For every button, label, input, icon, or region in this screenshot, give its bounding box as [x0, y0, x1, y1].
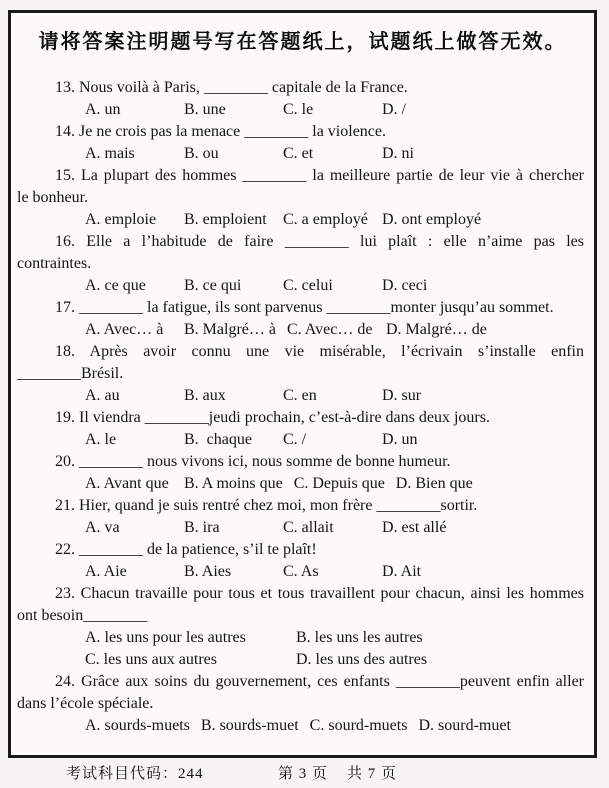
question-23-text-line: 23. Chacun travaille pour tous et tous travaillent pour chacun, ainsi les hommes: [55, 585, 584, 602]
subject-code-label: 考试科目代码：244: [66, 766, 204, 782]
option-23-A: A. les uns pour les autres: [85, 629, 246, 646]
questions-list: [11, 77, 594, 737]
question-18-options-line: [17, 385, 584, 407]
question-22: [17, 539, 584, 583]
question-23-options-line: [17, 649, 584, 671]
option-14-B: B. ou: [184, 145, 219, 162]
option-20-D: D. Bien que: [395, 475, 473, 492]
option-16-C: C. celui: [283, 277, 333, 294]
option-15-C: C. a employé: [283, 211, 368, 228]
option-24-A: A. sourds-muets: [85, 717, 190, 734]
question-13-text-line: 13. Nous voilà à Paris, ________ capitale de la France.: [55, 79, 408, 96]
question-17: [17, 297, 584, 341]
option-24-C: C. sourd-muets: [309, 717, 408, 734]
question-14-text-line: 14. Je ne crois pas la menace ________ la violence.: [55, 123, 386, 140]
question-21-options-line: [17, 517, 584, 539]
question-22-text-line: 22. ________ de la patience, s’il te plaît!: [55, 541, 317, 558]
question-16: [17, 231, 584, 297]
option-21-D: D. est allé: [382, 519, 447, 536]
option-22-B: B. Aies: [184, 563, 232, 580]
option-18-D: D. sur: [382, 387, 422, 404]
question-13: [17, 77, 584, 121]
option-18-A: A. au: [85, 387, 120, 404]
option-18-B: B. aux: [184, 387, 226, 404]
option-21-B: B. ira: [184, 519, 220, 536]
option-15-A: A. emploie: [85, 211, 157, 228]
option-19-B: B. chaque: [184, 431, 252, 448]
option-13-D: D. /: [382, 101, 406, 118]
question-19: [17, 407, 584, 451]
question-17-options-line: [17, 319, 584, 341]
question-17-text-line: 17. ________ la fatigue, ils sont parvenus ________monter jusqu’au sommet.: [55, 299, 554, 316]
option-24-D: D. sourd-muet: [418, 717, 511, 734]
option-15-B: B. emploient: [184, 211, 267, 228]
option-16-B: B. ce qui: [184, 277, 242, 294]
question-20: [17, 451, 584, 495]
option-17-C: C. Avec… de: [286, 321, 373, 338]
question-21-text-line: 21. Hier, quand je suis rentré chez moi, mon frère ________sortir.: [55, 497, 478, 514]
question-16-text-line: 16. Elle a l’habitude de faire ________ lui plaît : elle n’aime pas les: [55, 233, 584, 250]
option-17-A: A. Avec… à: [85, 321, 164, 338]
option-21-A: A. va: [85, 519, 120, 536]
option-18-C: C. en: [283, 387, 317, 404]
question-24: [17, 671, 584, 737]
option-15-D: D. ont employé: [382, 211, 482, 228]
option-14-C: C. et: [283, 145, 314, 162]
question-18-text-line: ________Brésil.: [17, 365, 124, 382]
question-18: [17, 341, 584, 407]
option-16-D: D. ceci: [382, 277, 428, 294]
question-20-options-line: [17, 473, 584, 495]
question-15-text-line: 15. La plupart des hommes ________ la meilleure partie de leur vie à chercher: [55, 167, 584, 184]
option-20-C: C. Depuis que: [293, 475, 385, 492]
question-19-text-line: 19. Il viendra ________jeudi prochain, c’est-à-dire dans deux jours.: [55, 409, 490, 426]
question-23: [17, 583, 584, 671]
option-21-C: C. allait: [283, 519, 334, 536]
option-13-C: C. le: [283, 101, 314, 118]
question-14: [17, 121, 584, 165]
option-19-C: C. /: [283, 431, 307, 448]
option-19-D: D. un: [382, 431, 418, 448]
option-13-B: B. une: [184, 101, 226, 118]
option-23-D: D. les uns des autres: [296, 651, 428, 668]
question-21: [17, 495, 584, 539]
option-23-C: C. les uns aux autres: [85, 651, 217, 668]
page-footer: [0, 762, 609, 784]
question-22-options-line: [17, 561, 584, 583]
question-15-text-line: le bonheur.: [17, 189, 89, 206]
question-24-options-line: [17, 715, 584, 737]
question-16-options-line: [17, 275, 584, 297]
option-16-A: A. ce que: [85, 277, 146, 294]
option-22-C: C. As: [283, 563, 319, 580]
question-15: [17, 165, 584, 231]
question-18-text-line: 18. Après avoir connu une vie misérable, l’écrivain s’installe enfin: [55, 343, 584, 360]
option-23-B: B. les uns les autres: [296, 629, 423, 646]
option-13-A: A. un: [85, 101, 121, 118]
question-23-options-line: [17, 627, 584, 649]
option-17-D: D. Malgré… de: [385, 321, 487, 338]
option-17-B: B. Malgré… à: [184, 321, 276, 338]
question-20-text-line: 20. ________ nous vivons ici, nous somme de bonne humeur.: [55, 453, 451, 470]
page-border-frame: [8, 10, 597, 758]
option-19-A: A. le: [85, 431, 117, 448]
question-14-options-line: [17, 143, 584, 165]
option-14-A: A. mais: [85, 145, 135, 162]
option-22-D: D. Ait: [382, 563, 422, 580]
option-24-B: B. sourds-muet: [200, 717, 299, 734]
option-20-B: B. A moins que: [184, 475, 283, 492]
page-number-label: 第 3 页 共 7 页: [278, 766, 398, 782]
question-15-options-line: [17, 209, 584, 231]
question-24-text-line: dans l’école spéciale.: [17, 695, 154, 712]
question-13-options-line: [17, 99, 584, 121]
answer-sheet-notice: 请将答案注明题号写在答题纸上，试题纸上做答无效。: [38, 31, 567, 53]
question-19-options-line: [17, 429, 584, 451]
option-20-A: A. Avant que: [85, 475, 169, 492]
question-23-text-line: ont besoin________: [17, 607, 148, 624]
option-22-A: A. Aie: [85, 563, 127, 580]
question-16-text-line: contraintes.: [17, 255, 92, 272]
question-24-text-line: 24. Grâce aux soins du gouvernement, ces enfants ________peuvent enfin aller: [55, 673, 584, 690]
option-14-D: D. ni: [382, 145, 414, 162]
